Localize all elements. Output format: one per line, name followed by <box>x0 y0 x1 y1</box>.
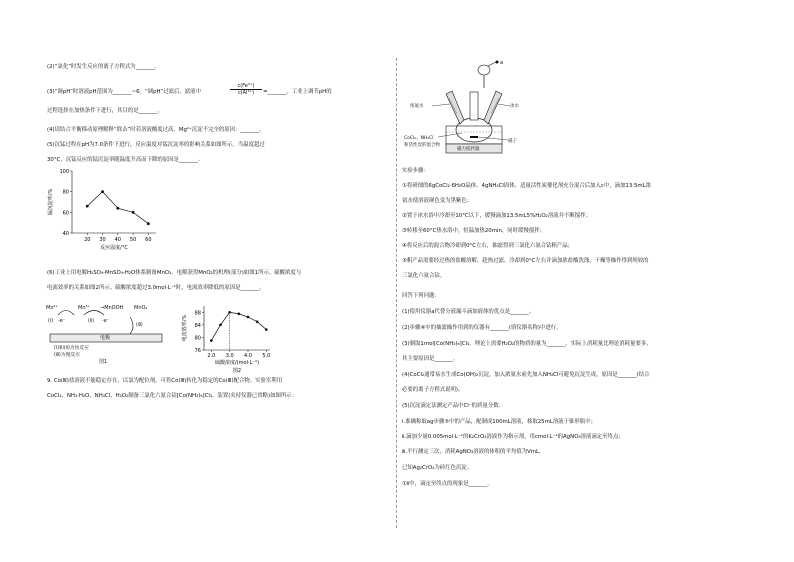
mn3-label: Mn³⁺ <box>78 305 91 311</box>
answer-5-question: ①ⅱ中，滴定至终点的现象是_______。 <box>402 481 493 487</box>
data-point <box>132 211 135 214</box>
figure-1-mechanism <box>44 304 174 366</box>
apparatus-label-mixture-2: 和活性炭的混合物 <box>404 143 440 148</box>
data-point <box>86 205 89 208</box>
y-axis-label: 锰沉淀率/% <box>48 188 54 216</box>
legend-fast: (ⅰ)和(ⅱ)为快反应 <box>54 346 89 351</box>
apparatus-diagram <box>402 58 532 162</box>
apparatus-label-magnet: 磁子 <box>508 139 517 144</box>
y-tick-label: 76 <box>194 348 201 354</box>
x-tick-label: 4.0 <box>244 353 252 359</box>
mno2-label: MnO₂ <box>134 305 148 311</box>
step-3: ③转移至60°C热水浴中，恒温加热20min，同时缓慢搅拌； <box>402 228 545 234</box>
y-tick-label: 60 <box>62 210 69 217</box>
answer-4-cont: 必要的离子方程式说明)。 <box>402 387 464 393</box>
x-tick-label: 2.0 <box>207 353 216 359</box>
step-iii-label: (ⅲ) <box>136 323 143 328</box>
data-point <box>101 190 104 193</box>
question-4: (4)请结合平衡移动原理解释“除杂”时若溶液酸度过高，Mg²⁺沉淀不完全的原因：_______。 <box>47 127 265 133</box>
series-line <box>211 312 266 340</box>
data-point <box>228 311 231 314</box>
apparatus-label-ice-water: 冰水 <box>510 104 519 109</box>
column-divider <box>396 58 397 528</box>
data-point <box>238 313 241 316</box>
question-6-part-b: 电流效率的关系如图2所示。硫酸浓度超过3.0mol·L⁻¹时，电流效率降低的原因是_______。 <box>47 285 265 291</box>
x-axis-label: 反应温度/°C <box>100 245 128 251</box>
answer-4: (4)CoCl₂通常易水生成Co(OH)₂沉淀，加入浓氨水前先加入NH₄Cl可避免沉淀生成，原因是_______(结合 <box>402 372 650 378</box>
question-6-part-a: (6)工业上用电解H₂SO₄-MnSO₄-H₂O体系制备MnO₂。电解获得MnO₂的机理(部分)如图1所示。硫酸浓度与 <box>47 270 302 276</box>
x-tick-label: 60 <box>145 237 152 243</box>
data-point <box>265 328 268 331</box>
data-point <box>116 207 119 210</box>
data-point <box>219 324 222 327</box>
current-efficiency-chart <box>180 302 280 374</box>
answer-5-step-iii: ⅲ.平行测定三次，消耗AgNO₃溶液的体积的平均值为VmL。 <box>402 449 545 455</box>
mn2-label: Mn²⁺ <box>46 305 59 311</box>
apparatus-label-ammonia: 浓氨水 <box>410 104 424 109</box>
mnooh-label: →MnOOH <box>100 305 124 311</box>
q3-fraction <box>230 83 262 96</box>
steps-title: 实验步骤： <box>402 168 429 174</box>
q3-fraction-denominator: c(Al³⁺) <box>230 89 262 96</box>
x-tick-label: 5.0 <box>262 353 271 359</box>
x-tick-label: 50 <box>129 237 137 243</box>
apparatus-label-a: a <box>500 60 504 66</box>
data-point <box>147 222 150 225</box>
step-1-cont: 氨水使溶液颜色变为黑紫色； <box>402 198 473 204</box>
answer-title: 回答下列问题： <box>402 293 440 299</box>
data-point <box>256 320 259 323</box>
answer-5-known: 已知Ag₂CrO₄为砖红色沉淀。 <box>402 465 473 471</box>
electrode-label: 电极 <box>100 335 111 341</box>
y-tick-label: 88 <box>194 310 201 317</box>
x-axis-label: 硫酸浓度/(mol·L⁻¹) <box>215 360 259 366</box>
answer-2: (2)步骤④中的抽滤操作用到的仪器有_______(填仪器名称)中进行。 <box>402 325 562 331</box>
step-i-label: (ⅰ) <box>48 319 54 324</box>
y-tick-label: 100 <box>59 169 69 175</box>
minus-e-label-2: -e⁻ <box>102 319 110 324</box>
data-point <box>210 339 213 342</box>
x-tick-label: 40 <box>114 237 122 243</box>
figure-1-caption: 图1 <box>99 359 108 365</box>
y-tick-label: 80 <box>194 335 201 342</box>
q3-fraction-numerator: c(Fe³⁺) <box>237 83 255 89</box>
answer-5-step-i: ⅰ.准确称取ag步骤⑤中的产品，配制成100mL溶液，移取25mL溶液于锥形瓶中； <box>402 419 596 425</box>
minus-e-label-1: -e⁻ <box>58 319 66 324</box>
x-tick-label: 3.0 <box>225 353 234 359</box>
apparatus-label-mixture: CoCl₂、NH₄Cl <box>404 136 434 141</box>
question-9-part-b: CoCl₂、NH₃·H₂O、NH₄Cl、H₂O₂制备三氯化六氨合钴[Co(NH₃)₆]Cl₃，装置(夹持仪器已省略)如图所示： <box>47 393 298 399</box>
answer-5-step-ii: ⅱ.滴加少量0.005mol·L⁻¹的K₂CrO₄溶液作为指示剂，用cmol·L⁻¹的AgNO₃溶液滴定至终点； <box>402 434 624 440</box>
y-tick-label: 84 <box>194 322 201 329</box>
question-5-part-a: (5)沉锰过程在pH为7.0条件下进行，反应温度对锰沉淀率的影响关系如图所示。当温度超过 <box>47 142 265 148</box>
step-5-cont: 三氯化六氨合钴。 <box>402 273 446 279</box>
figure-2-caption: 图2 <box>232 368 242 374</box>
question-3-part-c: 过程选择在加热条件下进行，其目的是_______。 <box>47 108 163 114</box>
y-tick-label: 40 <box>62 231 69 237</box>
apparatus-label-stirrer: 磁力搅拌器 <box>457 147 480 152</box>
answer-3-cont: 其主要原因是_______。 <box>402 356 459 362</box>
answer-3: (3)制取1mol[Co(NH₃)₆]Cl₃，理论上需要H₂O₂的物质的量为_______，实际上消耗量比理论消耗量要多， <box>402 341 652 347</box>
temperature-chart <box>44 165 164 251</box>
question-9-part-a: 9. Co(Ⅲ)盐溶液不能稳定存在，以氯为配位剂，可将Co(Ⅲ)转化为稳定的Co(Ⅲ)配合物。实验室利用 <box>47 378 283 384</box>
legend-slow: (ⅲ)为慢反应 <box>54 353 80 358</box>
step-2: ②置于冰水浴中冷却至10°C以下，缓慢滴加13.5mL5%H₂O₂溶液并不断搅拌； <box>402 213 591 219</box>
question-5-part-b: 30°C，沉锰反应的锰沉淀率随温度升高而下降的原因是_______。 <box>47 157 204 163</box>
step-1: ①将研细的6gCoCl₂·6H₂O晶体、4gNH₄Cl固体、适量活性炭催化剂充分混合后加入c中，滴加13.5mL浓 <box>402 183 652 189</box>
step-5: ⑤粗产品需要经过热的盐酸溶解、趁热过滤、冷却到0°C左右并滴加浓盐酸洗涤，干燥等操作得到纯较的 <box>402 258 649 264</box>
data-point <box>247 316 250 319</box>
question-3-part-a: (3)“调pH”时溶液pH范围为_______~6。“调pH”过滤后，滤液中 <box>47 89 201 95</box>
question-3-part-b: =_______。工业上调节pH的 <box>263 89 332 95</box>
x-tick-label: 30 <box>99 237 106 243</box>
answer-1: (1)使用仪器a代替分液漏斗滴加液体的优点是_______。 <box>402 309 535 315</box>
step-4: ④将反应后的混合物冷却到0°C左右，抽滤得到三氯化六氨合钴粗产品； <box>402 243 574 249</box>
answer-5: (5)沉淀滴定法测定产品中Cl⁻的质量分数： <box>402 403 504 409</box>
y-tick-label: 80 <box>62 189 69 196</box>
y-axis-label: 电流效率/% <box>182 314 188 342</box>
question-2: (2)“氯化”时发生反应的离子方程式为_______。 <box>47 64 160 70</box>
x-tick-label: 20 <box>84 237 91 243</box>
step-ii-label: (ⅱ) <box>88 319 94 324</box>
